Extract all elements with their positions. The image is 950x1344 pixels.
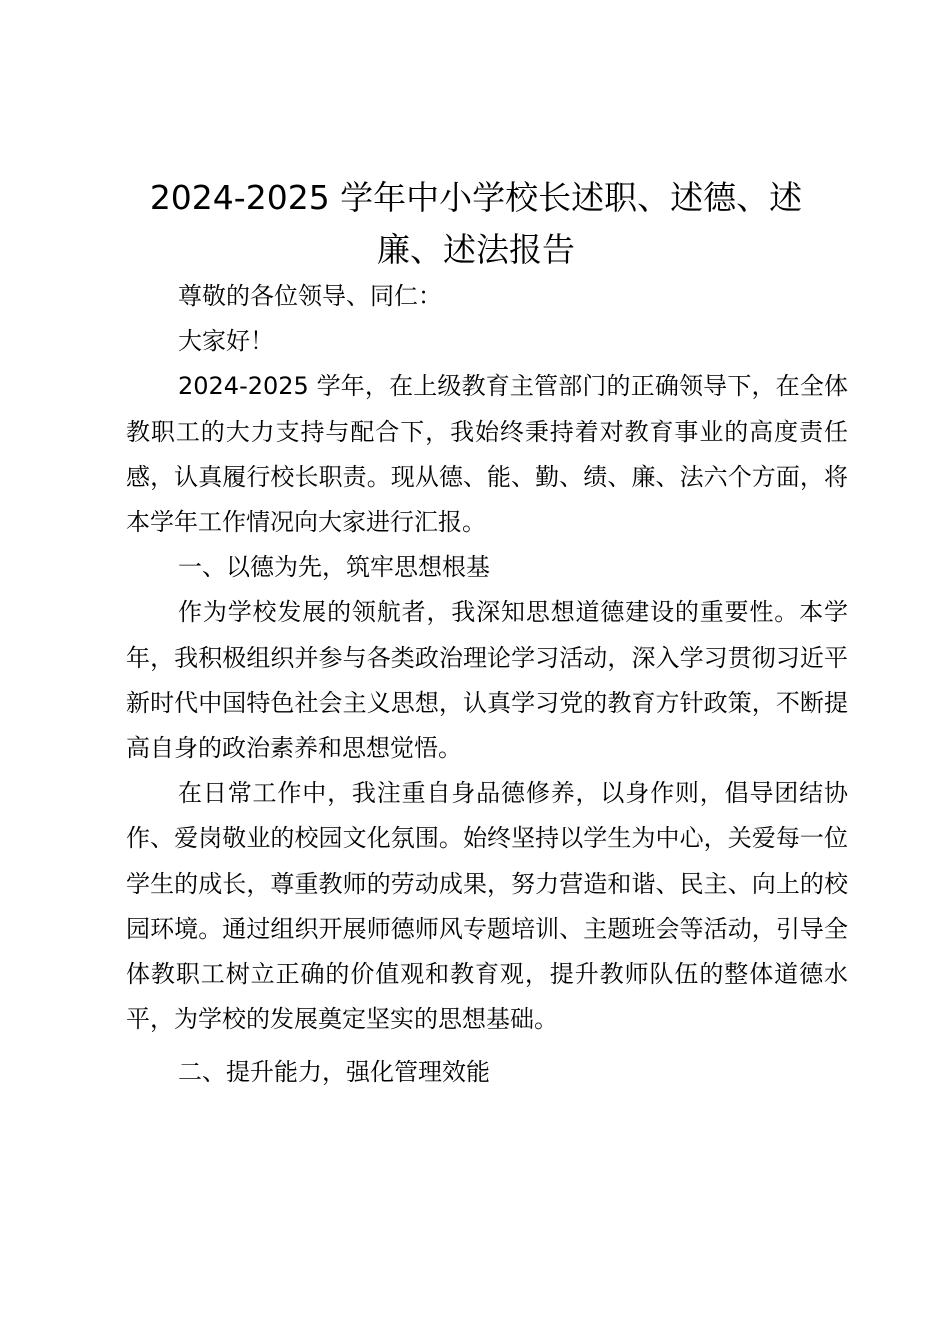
intro-paragraph: 2024-2025 学年，在上级教育主管部门的正确领导下，在全体教职工的大力支持与配合下，我始终秉持着对教育事业的高度责任感，认真履行校长职责。现从德、能、勤、绩、廉、法六个方面，将本学年工作情况向大家进行汇报。 bbox=[126, 372, 848, 537]
salutation: 尊敬的各位领导、同仁： bbox=[178, 282, 442, 310]
section-heading-2: 二、提升能力，强化管理效能 bbox=[178, 1058, 490, 1087]
section-1-paragraph-1: 作为学校发展的领航者，我深知思想道德建设的重要性。本学年，我积极组织并参与各类政治理论学习活动，深入学习贯彻习近平新时代中国特色社会主义思想，认真学习党的教育方针政策，不断提高自身的政治素养和思想觉悟。 bbox=[126, 598, 848, 763]
greeting: 大家好！ bbox=[178, 327, 274, 356]
document-body bbox=[126, 274, 848, 1096]
document-title: 2024-2025 学年中小学校长述职、述德、述廉、述法报告 bbox=[149, 178, 803, 269]
section-1-paragraph-2: 在日常工作中，我注重自身品德修养，以身作则，倡导团结协作、爱岗敬业的校园文化氛围。始终坚持以学生为中心，关爱每一位学生的成长，尊重教师的劳动成果，努力营造和谐、民主、向上的校园环境。通过组织开展师德师风专题培训、主题班会等活动，引导全体教职工树立正确的价值观和教育观，提升教师队伍的整体道德水平，为学校的发展奠定坚实的思想基础。 bbox=[126, 779, 848, 1034]
section-heading-1: 一、以德为先，筑牢思想根基 bbox=[178, 553, 490, 582]
